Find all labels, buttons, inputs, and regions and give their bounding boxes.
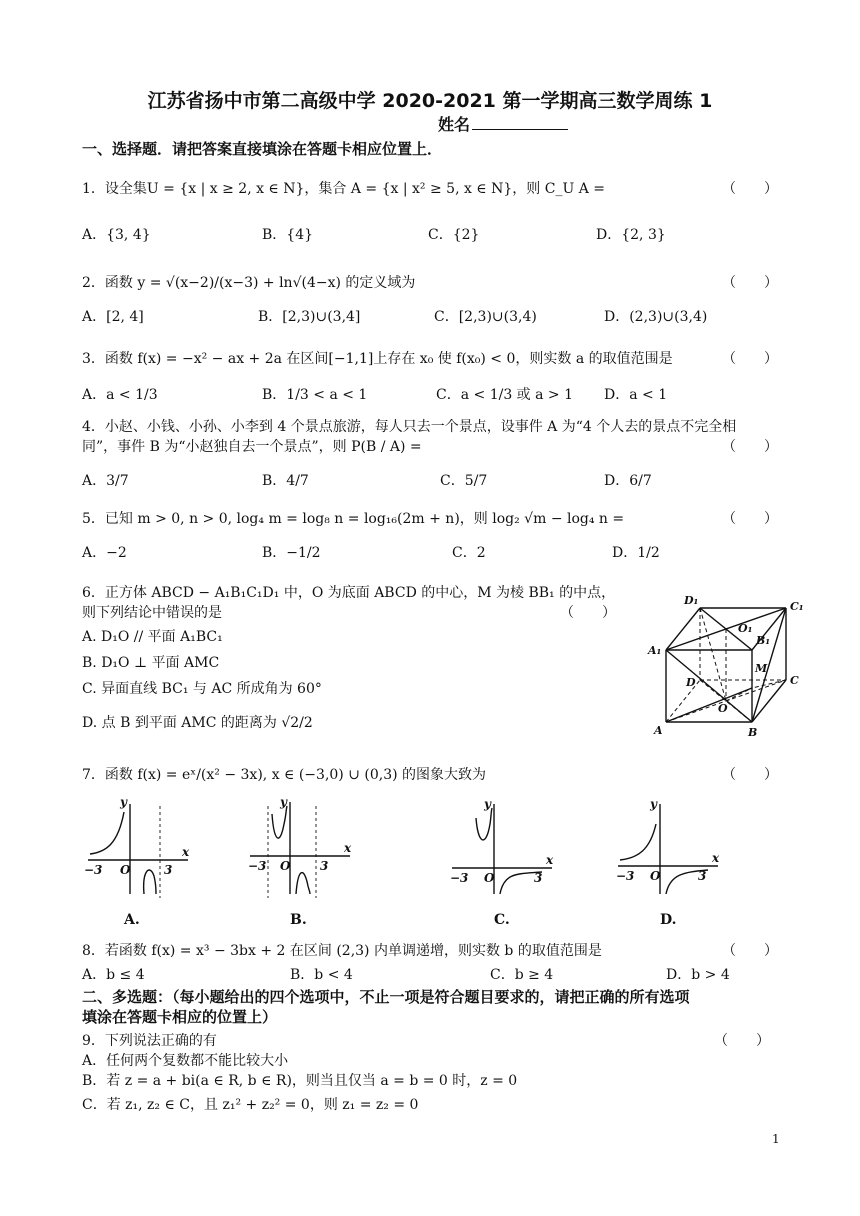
section1-heading: 一、选择题．请把答案直接填涂在答题卡相应位置上． <box>82 140 443 158</box>
q4-answer-paren[interactable]: （ ） <box>722 439 778 455</box>
q5-stem: 5．已知 m > 0, n > 0, log₄ m = log₈ n = log₁₆(2m + n)，则 log₂ √m − log₄ n = <box>82 511 625 527</box>
q6-option-b[interactable]: B. D₁O ⊥ 平面 AMC <box>82 655 220 671</box>
q4-option-a[interactable]: A．3/7 <box>82 473 129 489</box>
q6-option-a[interactable]: A. D₁O // 平面 A₁BC₁ <box>82 629 223 645</box>
q7b-y-label: y <box>280 795 287 809</box>
q7c-pos3-label: 3 <box>534 871 543 885</box>
q2-option-b[interactable]: B．[2,3)∪(3,4] <box>258 309 361 325</box>
q5-option-c[interactable]: C．2 <box>452 545 486 561</box>
q7-answer-paren[interactable]: （ ） <box>722 767 778 783</box>
q3-option-a[interactable]: A．a < 1/3 <box>82 387 158 403</box>
q7d-x-label: x <box>712 851 720 865</box>
q7a-x-label: x <box>182 845 190 859</box>
q7a-pos3-label: 3 <box>164 863 173 877</box>
q8-option-b[interactable]: B．b < 4 <box>290 967 353 983</box>
cube-label-o: O <box>718 702 728 715</box>
q7-option-b-label[interactable]: B. <box>290 912 307 928</box>
section2-heading-line2: 填涂在答题卡相应的位置上） <box>82 1008 278 1026</box>
q2-option-d[interactable]: D．(2,3)∪(3,4) <box>604 309 708 325</box>
q2-option-c[interactable]: C．[2,3)∪(3,4) <box>434 309 537 325</box>
q8-stem: 8．若函数 f(x) = x³ − 3bx + 2 在区间 (2,3) 内单调递增，则实数 b 的取值范围是 <box>82 943 602 959</box>
q7d-y-label: y <box>650 797 657 811</box>
q9-answer-paren[interactable]: （ ） <box>714 1033 770 1049</box>
page-title: 江苏省扬中市第二高级中学 2020-2021 第一学期高三数学周练 1 <box>147 90 713 112</box>
q4-stem-line2: 同”，事件 B 为“小赵独自去一个景点”，则 P(B / A) = <box>82 439 422 455</box>
q7d-neg3-label: −3 <box>616 869 635 883</box>
cube-label-b: B <box>748 726 758 739</box>
q3-answer-paren[interactable]: （ ） <box>722 351 778 367</box>
cube-label-a1: A₁ <box>648 644 662 657</box>
q7-graph-a[interactable] <box>84 794 194 904</box>
q9-option-c[interactable]: C．若 z₁, z₂ ∈ C，且 z₁² + z₂² = 0，则 z₁ = z₂ = 0 <box>82 1097 419 1113</box>
q1-option-c[interactable]: C．{2} <box>428 227 480 243</box>
q1-option-b[interactable]: B．{4} <box>262 227 314 243</box>
q7-option-c-label[interactable]: C. <box>494 912 510 928</box>
q4-option-d[interactable]: D．6/7 <box>604 473 652 489</box>
q4-stem-line1: 4．小赵、小钱、小孙、小李到 4 个景点旅游，每人只去一个景点，设事件 A 为“4 个人去的景点不完全相 <box>82 419 737 435</box>
q2-option-a[interactable]: A．[2, 4] <box>82 309 144 325</box>
q6-option-d[interactable]: D. 点 B 到平面 AMC 的距离为 √2/2 <box>82 715 313 731</box>
q3-stem: 3．函数 f(x) = −x² − ax + 2a 在区间[−1,1]上存在 x₀ 使 f(x₀) < 0，则实数 a 的取值范围是 <box>82 351 673 367</box>
cube-label-b1: B₁ <box>756 634 771 647</box>
q5-option-d[interactable]: D．1/2 <box>612 545 660 561</box>
cube-label-m: M <box>755 662 768 675</box>
q5-option-a[interactable]: A．−2 <box>82 545 127 561</box>
cube-label-d1: D₁ <box>684 594 699 607</box>
name-blank[interactable] <box>472 115 568 130</box>
q7c-y-label: y <box>484 797 491 811</box>
name-label: 姓名 <box>438 115 471 134</box>
q7-graph-b[interactable] <box>246 794 356 904</box>
q3-option-d[interactable]: D．a < 1 <box>604 387 668 403</box>
q8-option-a[interactable]: A．b ≤ 4 <box>82 967 145 983</box>
q7d-origin-label: O <box>650 869 661 883</box>
q7b-x-label: x <box>344 841 352 855</box>
cube-label-c1: C₁ <box>790 600 804 613</box>
q5-answer-paren[interactable]: （ ） <box>722 511 778 527</box>
q1-option-a[interactable]: A．{3, 4} <box>82 227 151 243</box>
q7-graph-c[interactable] <box>448 794 558 904</box>
q8-option-c[interactable]: C．b ≥ 4 <box>490 967 554 983</box>
cube-figure <box>640 592 815 742</box>
q7c-origin-label: O <box>484 871 495 885</box>
q7-option-a-label[interactable]: A. <box>124 912 140 928</box>
q1-option-d[interactable]: D．{2, 3} <box>596 227 666 243</box>
page-number: 1 <box>772 1132 780 1146</box>
q7d-pos3-label: 3 <box>698 869 707 883</box>
q9-option-b[interactable]: B．若 z = a + bi(a ∈ R, b ∈ R)，则当且仅当 a = b = 0 时，z = 0 <box>82 1073 518 1089</box>
q8-option-d[interactable]: D．b > 4 <box>666 967 730 983</box>
q4-option-c[interactable]: C．5/7 <box>440 473 488 489</box>
name-field[interactable] <box>438 112 568 135</box>
q7b-neg3-label: −3 <box>248 859 267 873</box>
q3-option-b[interactable]: B．1/3 < a < 1 <box>262 387 368 403</box>
q2-answer-paren[interactable]: （ ） <box>722 275 778 291</box>
q1-answer-paren[interactable]: （ ） <box>722 181 778 197</box>
q1-stem: 1．设全集U = {x | x ≥ 2, x ∈ N}，集合 A = {x | x² ≥ 5, x ∈ N}，则 C_U A = <box>82 181 605 197</box>
q7b-pos3-label: 3 <box>320 859 329 873</box>
q6-stem-line1: 6．正方体 ABCD − A₁B₁C₁D₁ 中，O 为底面 ABCD 的中心，M 为棱 BB₁ 的中点， <box>82 585 616 601</box>
q7a-origin-label: O <box>120 863 131 877</box>
q8-answer-paren[interactable]: （ ） <box>722 943 778 959</box>
q7c-neg3-label: −3 <box>450 871 469 885</box>
q6-stem-line2: 则下列结论中错误的是 <box>82 605 222 621</box>
cube-label-d: D <box>686 676 696 689</box>
q6-option-c[interactable]: C. 异面直线 BC₁ 与 AC 所成角为 60° <box>82 681 322 697</box>
q7-graph-d[interactable] <box>614 794 724 904</box>
section2-heading-line1: 二、多选题：（每小题给出的四个选项中，不止一项是符合题目要求的，请把正确的所有选项 <box>82 988 690 1006</box>
q7a-y-label: y <box>120 795 127 809</box>
q3-option-c[interactable]: C．a < 1/3 或 a > 1 <box>436 387 574 403</box>
q5-option-b[interactable]: B．−1/2 <box>262 545 321 561</box>
q9-option-a[interactable]: A．任何两个复数都不能比较大小 <box>82 1053 289 1069</box>
q7-stem: 7．函数 f(x) = eˣ/(x² − 3x), x ∈ (−3,0) ∪ (0,3) 的图象大致为 <box>82 767 487 783</box>
q7b-origin-label: O <box>280 859 291 873</box>
q7c-x-label: x <box>546 853 554 867</box>
cube-label-c: C <box>790 674 799 687</box>
q7a-neg3-label: −3 <box>84 863 103 877</box>
cube-label-a: A <box>654 724 663 737</box>
cube-label-o1: O₁ <box>738 622 753 635</box>
q4-option-b[interactable]: B．4/7 <box>262 473 309 489</box>
q2-stem: 2．函数 y = √(x−2)/(x−3) + ln√(4−x) 的定义域为 <box>82 275 416 291</box>
q6-answer-paren[interactable]: （ ） <box>560 605 616 621</box>
q9-stem: 9．下列说法正确的有 <box>82 1033 217 1049</box>
q7-option-d-label[interactable]: D. <box>660 912 677 928</box>
